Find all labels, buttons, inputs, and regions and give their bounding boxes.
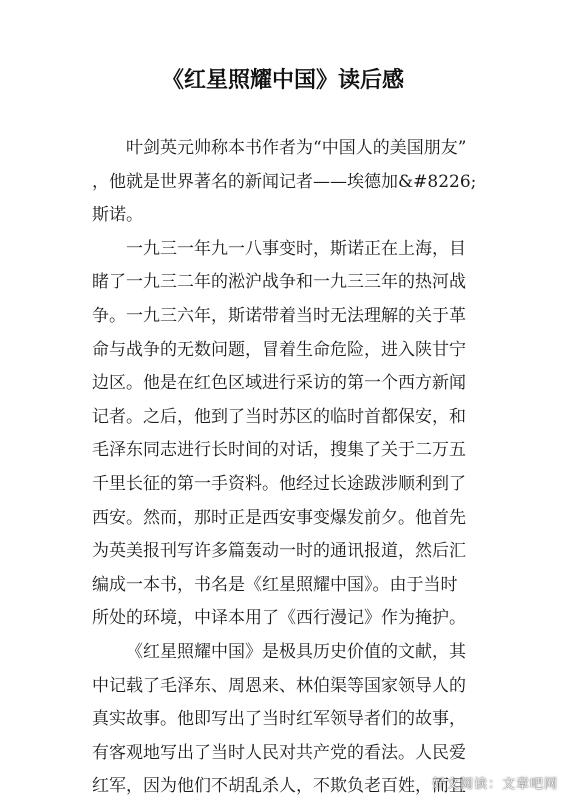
text-line: 真实故事。他即写出了当时红军领导者们的故事， — [92, 709, 466, 730]
text-line: 编成一本书，书名是《红星照耀中国》。由于当时 — [92, 574, 458, 595]
paragraph-3 — [92, 636, 487, 804]
text-line: 中记载了毛泽东、周恩来、林伯渠等国家领导人的 — [92, 675, 466, 696]
text-line: ，他就是世界著名的新闻记者——埃德加&#8226; — [92, 171, 477, 192]
text-line: 为英美报刊写许多篇轰动一时的通讯报道，然后汇 — [92, 541, 466, 562]
document-title: 《红星照耀中国》读后感 — [161, 68, 404, 93]
site-watermark: 好文阅读：文章吧网 — [431, 777, 558, 792]
text-line: 记者。之后，他到了当时苏区的临时首都保安，和 — [92, 406, 466, 427]
text-line: 一九三一年九一八事变时，斯诺正在上海，目 — [126, 238, 466, 259]
text-line: 千里长征的第一手资料。他经过长途跋涉顺利到了 — [92, 473, 466, 494]
text-line: 边区。他是在红色区域进行采访的第一个西方新闻 — [92, 373, 466, 394]
text-line: 争。一九三六年，斯诺带着当时无法理解的关于革 — [92, 305, 466, 326]
text-line: 叶剑英元帅称本书作者为“中国人的美国朋友” — [126, 138, 467, 158]
text-line: 红军，因为他们不胡乱杀人，不欺负老百姓，而且 — [92, 776, 466, 797]
text-line: 所处的环境，中译本用了《西行漫记》作为掩护。 — [92, 608, 466, 629]
text-line: 毛泽东同志进行长时间的对话，搜集了关于二万五 — [92, 440, 466, 461]
text-line: 有客观地写出了当时人民对共产党的看法。人民爱 — [92, 742, 466, 763]
text-line: 睹了一九三二年的淞沪战争和一九三三年的热河战 — [92, 272, 466, 293]
text-line: 《红星照耀中国》是极具历史价值的文献，其 — [126, 641, 466, 662]
text-line: 命与战争的无数问题，冒着生命危险，进入陕甘宁 — [92, 339, 466, 360]
paragraph-1 — [92, 132, 487, 233]
text-line: 西安。然而，那时正是西安事变爆发前夕。他首先 — [92, 507, 466, 528]
document-body — [92, 132, 487, 804]
text-line: 斯诺。 — [92, 205, 143, 226]
paragraph-2 — [92, 233, 487, 636]
